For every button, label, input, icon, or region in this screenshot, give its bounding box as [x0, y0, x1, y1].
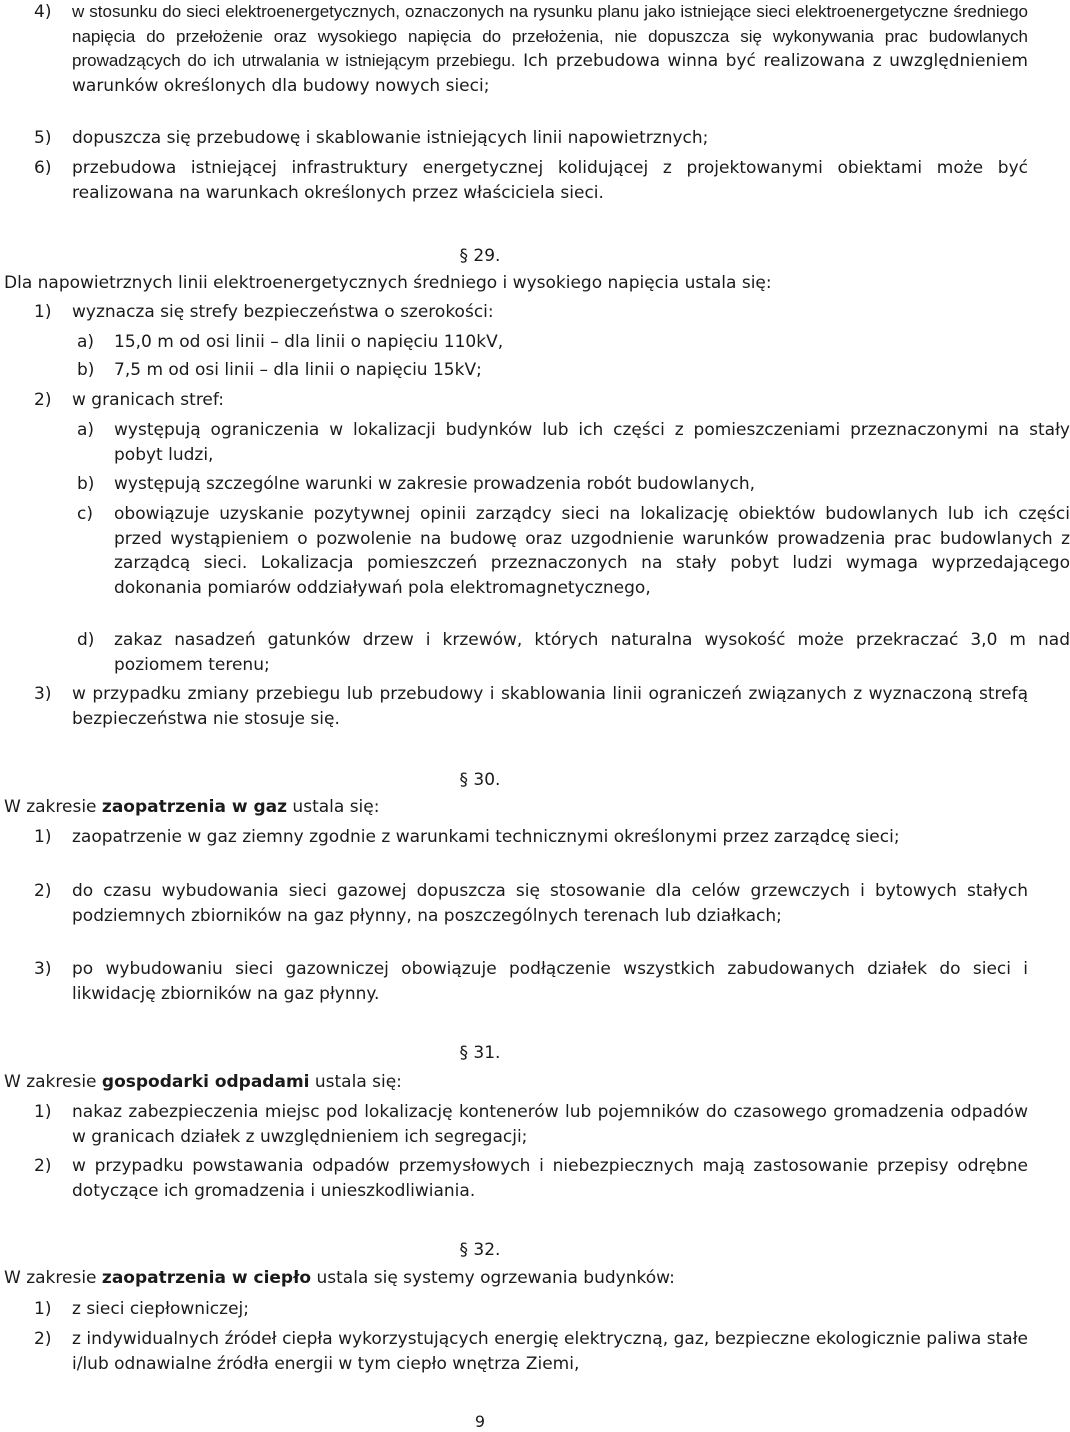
list-marker: 3)	[34, 959, 52, 979]
intro-bold: zaopatrzenia w gaz	[101, 797, 288, 817]
section-intro	[4, 1266, 956, 1290]
list-text: nakaz zabezpieczenia miejsc pod lokalizację kontenerów lub pojemników do czasowego gromadzenia odpadów w granicach działek z uwzględnieniem ich segregacji;	[72, 1102, 1028, 1147]
sub-list-item	[0, 472, 1070, 497]
list-text: po wybudowaniu sieci gazowniczej obowiązuje podłączenie wszystkich zabudowanych działek do sieci i likwidację zbiorników na gaz płynny.	[72, 959, 1028, 1004]
list-marker: c)	[77, 504, 93, 524]
list-text: występują ograniczenia w lokalizacji budynków lub ich części z pomieszczeniami przeznaczonymi na stały pobyt ludzi,	[114, 420, 1070, 465]
list-item	[0, 1100, 1028, 1149]
list-marker: 2)	[34, 881, 52, 901]
list-marker: a)	[77, 332, 95, 352]
list-text: wyznacza się strefy bezpieczeństwa o szerokości:	[72, 302, 494, 322]
list-text: 7,5 m od osi linii – dla linii o napięciu 15kV;	[114, 360, 482, 380]
list-text: przebudowa istniejącej infrastruktury energetycznej kolidującej z projektowanymi obiektami może być realizowana na warunkach określonych przez właściciela sieci.	[72, 158, 1028, 203]
intro-bold: zaopatrzenia w ciepło	[101, 1268, 312, 1288]
list-marker: a)	[77, 420, 95, 440]
section-heading: § 31.	[459, 1043, 501, 1063]
list-item	[0, 1154, 1028, 1203]
list-marker: 5)	[34, 128, 52, 148]
list-text: dopuszcza się przebudowę i skablowanie istniejących linii napowietrznych;	[72, 128, 709, 148]
list-marker: b)	[77, 474, 95, 494]
section-intro	[4, 1070, 956, 1094]
list-item	[0, 825, 1028, 850]
list-item	[0, 682, 1028, 731]
list-text: z sieci ciepłowniczej;	[72, 1299, 249, 1319]
list-item	[0, 1327, 1028, 1376]
list-marker: 2)	[34, 1329, 52, 1349]
list-marker: b)	[77, 360, 95, 380]
section-intro: Dla napowietrznych linii elektroenergetycznych średniego i wysokiego napięcia ustala się:	[4, 273, 772, 293]
list-item	[0, 957, 1028, 1006]
sub-list-item	[0, 358, 1070, 383]
sub-list-item	[0, 502, 1070, 600]
list-marker: d)	[77, 630, 95, 650]
sub-list-item	[0, 628, 1070, 677]
section-heading: § 30.	[459, 770, 501, 790]
list-text: do czasu wybudowania sieci gazowej dopuszcza się stosowanie dla celów grzewczych i bytowych stałych podziemnych zbiorników na gaz płynny, na poszczególnych terenach lub działkach;	[72, 881, 1028, 926]
page-number: 9	[474, 1412, 486, 1431]
list-marker: 1)	[34, 302, 52, 322]
list-item	[0, 879, 1028, 928]
list-marker: 2)	[34, 390, 52, 410]
list-item	[0, 126, 1028, 151]
intro-text: W zakresie	[4, 797, 102, 817]
list-marker: 4)	[34, 2, 52, 22]
sub-list-item	[0, 418, 1070, 467]
list-item	[0, 300, 1028, 325]
list-text: zaopatrzenie w gaz ziemny zgodnie z warunkami technicznymi określonymi przez zarządcę sieci;	[72, 827, 900, 847]
intro-text-end: ustala się:	[309, 1072, 402, 1092]
list-text: w przypadku powstawania odpadów przemysłowych i niebezpiecznych mają zastosowanie przepisy odrębne dotyczące ich gromadzenia i unieszkodliwiania.	[72, 1156, 1028, 1201]
list-marker: 3)	[34, 684, 52, 704]
list-text: obowiązuje uzyskanie pozytywnej opinii zarządcy sieci na lokalizację obiektów budowlanych lub ich części przed wystąpieniem o pozwolenie na budowę oraz uzgodnienie warunków prowadzenia prac budowlanych z zarządcą sieci. Lokalizacja pomieszczeń przeznaczonych na stały pobyt ludzi wymaga wyprzedającego dokonania pomiarów oddziaływań pola elektromagnetycznego,	[114, 504, 1070, 598]
list-item	[0, 0, 1028, 98]
intro-text-end: ustala się:	[287, 797, 380, 817]
list-text: w przypadku zmiany przebiegu lub przebudowy i skablowania linii ograniczeń związanych z wyznaczoną strefą bezpieczeństwa nie stosuje się.	[72, 684, 1028, 729]
section-heading: § 32.	[459, 1240, 501, 1260]
intro-bold: gospodarki odpadami	[101, 1072, 310, 1092]
list-item	[0, 388, 1028, 413]
section-intro	[4, 795, 956, 819]
intro-text-end: ustala się systemy ogrzewania budynków:	[311, 1268, 675, 1288]
list-marker: 1)	[34, 827, 52, 847]
list-marker: 1)	[34, 1102, 52, 1122]
list-marker: 6)	[34, 158, 52, 178]
sub-list-item	[0, 330, 1070, 355]
list-text: zakaz nasadzeń gatunków drzew i krzewów, których naturalna wysokość może przekraczać 3,0 m nad poziomem terenu;	[114, 630, 1070, 675]
intro-text: W zakresie	[4, 1268, 102, 1288]
list-marker: 2)	[34, 1156, 52, 1176]
list-text-cont: Ich przebudowa winna być realizowana z uwzględnieniem warunków określonych dla budowy nowych sieci;	[72, 51, 1028, 96]
list-marker: 1)	[34, 1299, 52, 1319]
section-heading: § 29.	[459, 246, 501, 266]
list-item	[0, 1297, 1028, 1322]
list-item	[0, 156, 1028, 205]
intro-text: W zakresie	[4, 1072, 102, 1092]
list-text: 15,0 m od osi linii – dla linii o napięciu 110kV,	[114, 332, 504, 352]
list-text: z indywidualnych źródeł ciepła wykorzystujących energię elektryczną, gaz, bezpieczne ekologicznie paliwa stałe i/lub odnawialne źródła energii w tym ciepło wnętrza Ziemi,	[72, 1329, 1028, 1374]
list-text: w granicach stref:	[72, 390, 224, 410]
list-text: w stosunku do sieci elektroenergetycznych, oznaczonych na rysunku planu jako istniejące sieci elektroenergetyczne średniego napięcia do przełożenie oraz wysokiego napięcia do przełożenia, nie dopuszcza się wykonywania prac budowlanych prowadzących do ich utrwalania w istniejącym przebiegu.	[72, 2, 1028, 70]
list-text: występują szczególne warunki w zakresie prowadzenia robót budowlanych,	[114, 474, 756, 494]
